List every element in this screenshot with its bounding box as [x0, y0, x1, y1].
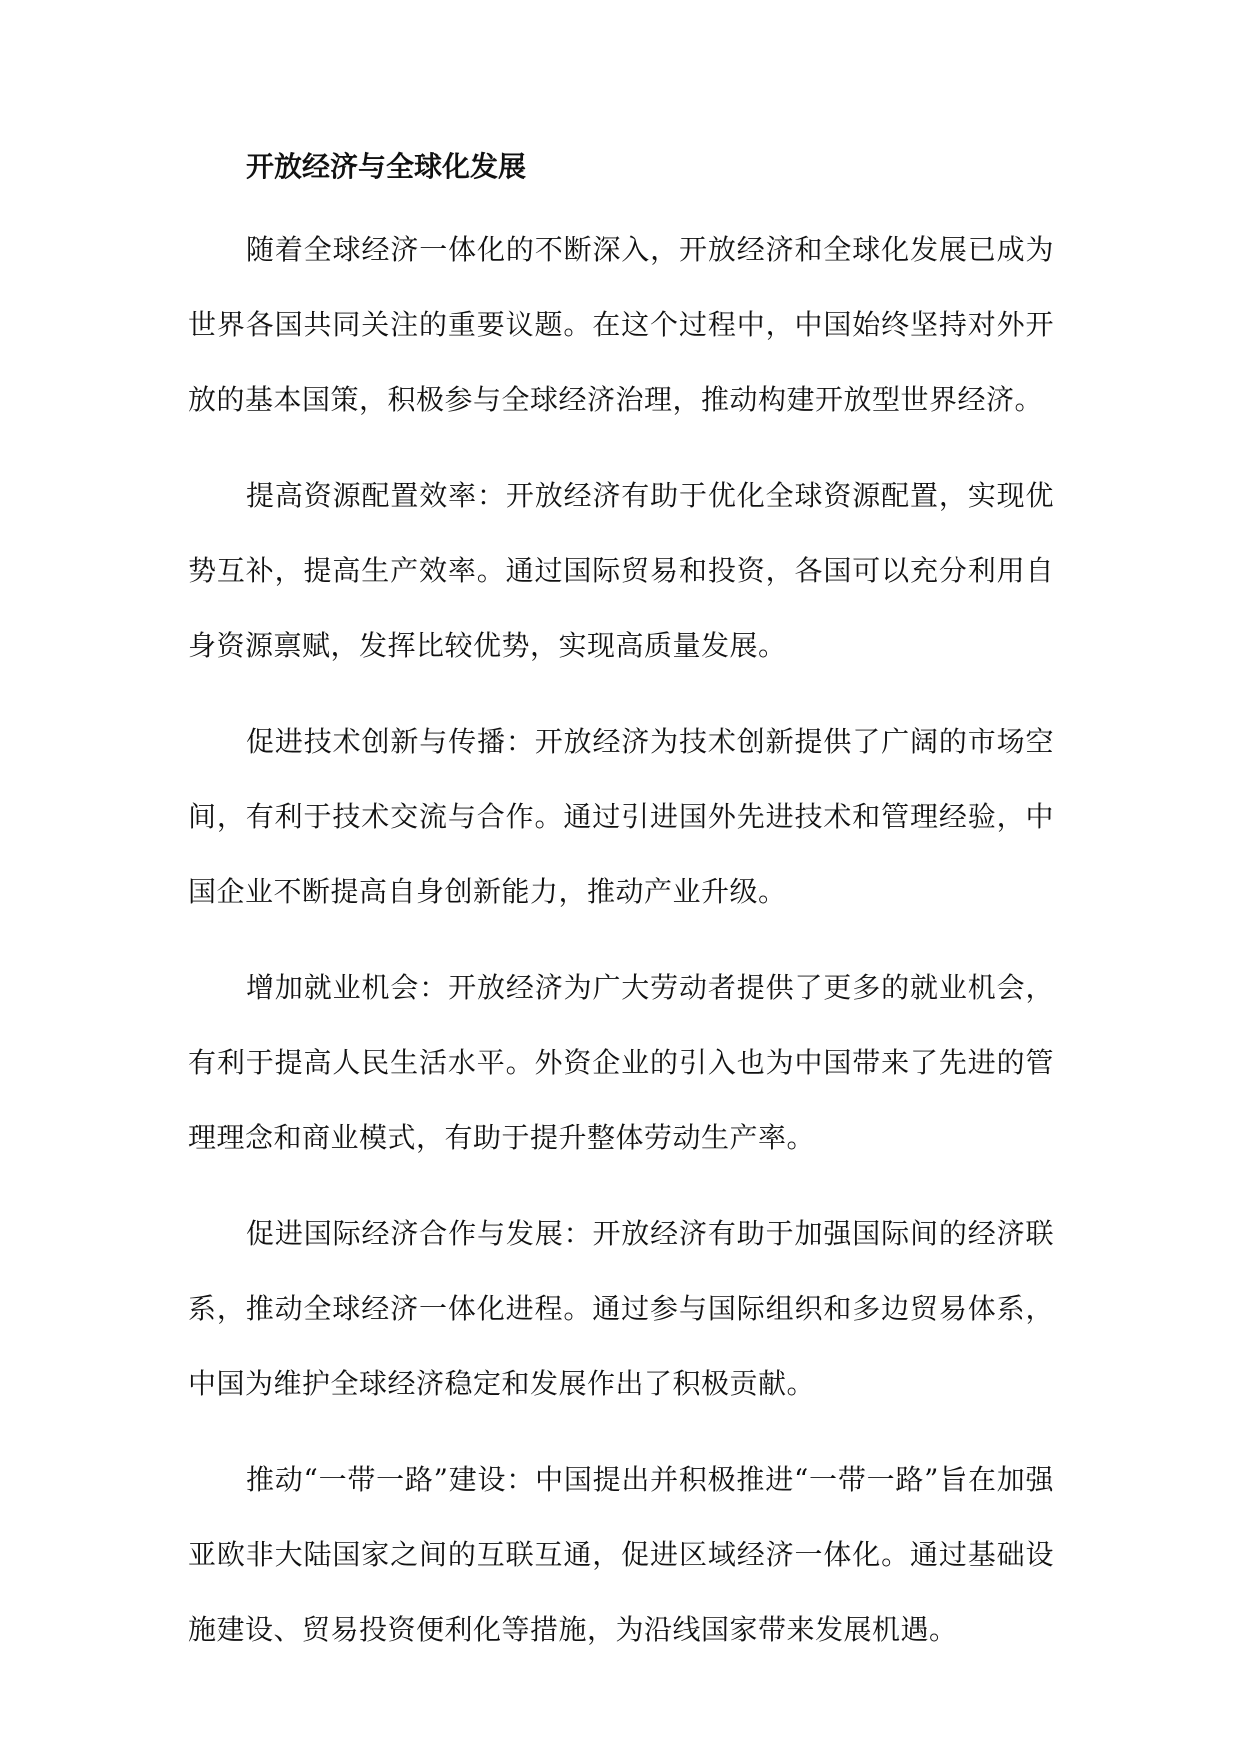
document-body: [188, 140, 1054, 1688]
paragraph-belt-and-road: 推动“一带一路”建设：中国提出并积极推进“一带一路”旨在加强亚欧非大陆国家之间的互联互通，促进区域经济一体化。通过基础设施建设、贸易投资便利化等措施，为沿线国家带来发展机遇。: [188, 1463, 1054, 1646]
document-title: 开放经济与全球化发展: [246, 150, 527, 183]
paragraph-international-cooperation: 促进国际经济合作与发展：开放经济有助于加强国际间的经济联系，推动全球经济一体化进程。通过参与国际组织和多边贸易体系，中国为维护全球经济稳定和发展作出了积极贡献。: [188, 1217, 1054, 1400]
paragraph-resource-allocation: 提高资源配置效率：开放经济有助于优化全球资源配置，实现优势互补，提高生产效率。通过国际贸易和投资，各国可以充分利用自身资源禀赋，发挥比较优势，实现高质量发展。: [188, 479, 1054, 662]
paragraph-technology-innovation: 促进技术创新与传播：开放经济为技术创新提供了广阔的市场空间，有利于技术交流与合作。通过引进国外先进技术和管理经验，中国企业不断提高自身创新能力，推动产业升级。: [188, 725, 1054, 908]
paragraph-employment: 增加就业机会：开放经济为广大劳动者提供了更多的就业机会，有利于提高人民生活水平。外资企业的引入也为中国带来了先进的管理理念和商业模式，有助于提升整体劳动生产率。: [188, 971, 1054, 1154]
paragraph-intro: 随着全球经济一体化的不断深入，开放经济和全球化发展已成为世界各国共同关注的重要议题。在这个过程中，中国始终坚持对外开放的基本国策，积极参与全球经济治理，推动构建开放型世界经济。: [188, 233, 1054, 416]
